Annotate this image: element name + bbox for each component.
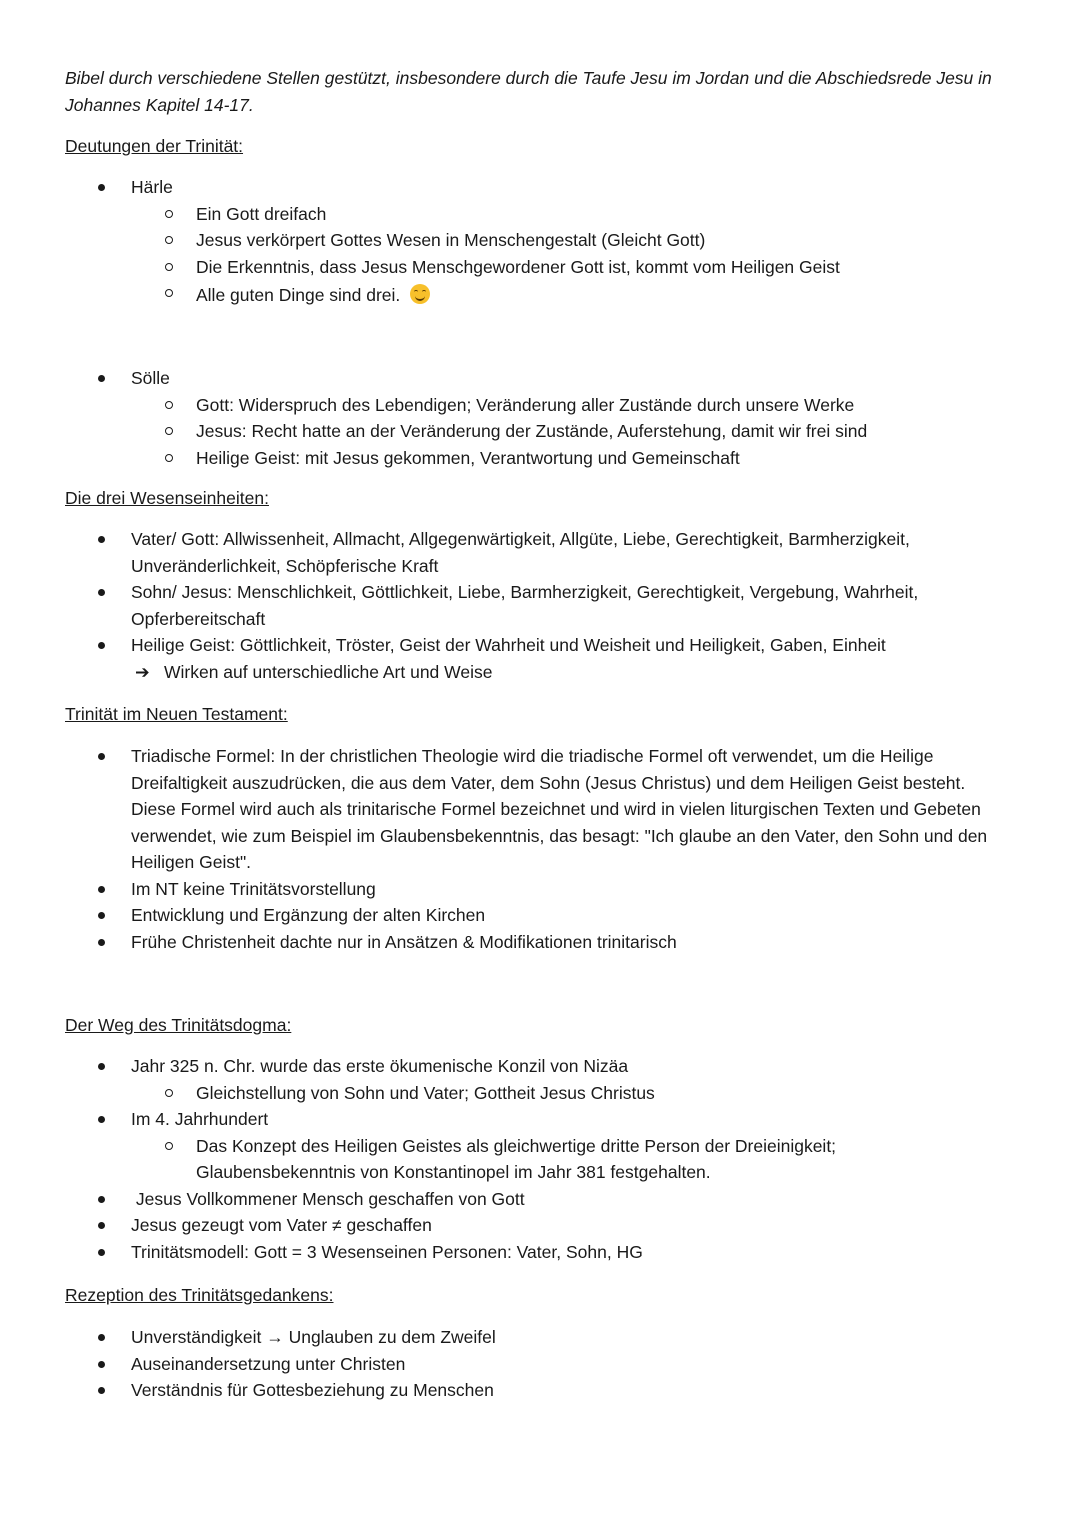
list-item-soelle [0, 365, 991, 471]
list-item: Das Konzept des Heiligen Geistes als gleichwertige dritte Person der Dreieinigkeit; Glaubensbekenntnis von Konstantinopel im Jahr 381 festgehalten. [131, 1133, 936, 1186]
list-item: Unverständigkeit → Unglauben zu dem Zweifel [0, 1324, 991, 1351]
list-item: Jesus Vollkommener Mensch geschaffen von Gott [0, 1186, 991, 1213]
sublist-dogma-2 [131, 1133, 991, 1186]
list-item: Gott: Widerspruch des Lebendigen; Veränderung aller Zustände durch unsere Werke [131, 392, 996, 419]
smiling-face-icon [410, 284, 430, 304]
list-nt [0, 743, 991, 955]
heading-dogma: Der Weg des Trinitätsdogma: [65, 1015, 292, 1035]
list-item-text: Im 4. Jahrhundert [131, 1109, 269, 1129]
list-item: Verständnis für Gottesbeziehung zu Menschen [0, 1377, 991, 1404]
sublist-dogma-1 [131, 1080, 991, 1107]
list-deutungen-soelle [0, 365, 991, 471]
list-item [131, 280, 996, 309]
arrow-note-text: Wirken auf unterschiedliche Art und Weise [164, 661, 493, 682]
list-item: Jesus gezeugt vom Vater ≠ geschaffen [0, 1212, 991, 1239]
list-item: Ein Gott dreifach [131, 201, 996, 228]
label-haerle: Härle [131, 177, 173, 197]
list-item: Auseinandersetzung unter Christen [0, 1351, 991, 1378]
list-item: Jesus verkörpert Gottes Wesen in Menschengestalt (Gleicht Gott) [131, 227, 996, 254]
list-item [0, 632, 991, 685]
list-rezeption [0, 1324, 991, 1404]
heading-wesenseinheiten: Die drei Wesenseinheiten: [65, 488, 269, 508]
heading-nt: Trinität im Neuen Testament: [65, 704, 288, 724]
list-item: Triadische Formel: In der christlichen Theologie wird die triadische Formel oft verwendet, um die Heilige Dreifaltigkeit auszudrücken, die aus dem Vater, dem Sohn (Jesus Christus) und dem Heiligen Geist besteht. Diese Formel wird auch als trinitarische Formel bezeichnet und wird in vielen liturgischen Texten und Gebeten verwendet, wie zum Beispiel im Glaubensbekenntnis, das besagt: "Ich glaube an den Vater, den Sohn und den Heiligen Geist". [0, 743, 991, 876]
list-item-text: Heilige Geist: Göttlichkeit, Tröster, Geist der Wahrheit und Weisheit und Heiligkeit, Gaben, Einheit [131, 635, 886, 655]
list-item: Jesus: Recht hatte an der Veränderung der Zustände, Auferstehung, damit wir frei sind [131, 418, 996, 445]
arrow-note [131, 659, 991, 686]
list-item: Die Erkenntnis, dass Jesus Menschgewordener Gott ist, kommt vom Heiligen Geist [131, 254, 996, 281]
label-soelle: Sölle [131, 368, 170, 388]
list-item [0, 1053, 991, 1106]
list-item: Im NT keine Trinitätsvorstellung [0, 876, 991, 903]
list-deutungen-haerle [0, 174, 991, 309]
list-item: Trinitätsmodell: Gott = 3 Wesenseinen Personen: Vater, Sohn, HG [0, 1239, 991, 1266]
list-wesenseinheiten [0, 526, 991, 685]
list-item-text: Jahr 325 n. Chr. wurde das erste ökumenische Konzil von Nizäa [131, 1056, 629, 1076]
list-item: Heilige Geist: mit Jesus gekommen, Verantwortung und Gemeinschaft [131, 445, 996, 472]
list-item [0, 1106, 991, 1186]
list-item: Sohn/ Jesus: Menschlichkeit, Göttlichkeit, Liebe, Barmherzigkeit, Gerechtigkeit, Vergebung, Wahrheit, Opferbereitschaft [0, 579, 991, 632]
list-item: Entwicklung und Ergänzung der alten Kirchen [0, 902, 991, 929]
list-item: Gleichstellung von Sohn und Vater; Gottheit Jesus Christus [131, 1080, 996, 1107]
list-dogma [0, 1053, 991, 1265]
list-item-haerle [0, 174, 991, 309]
heading-deutungen: Deutungen der Trinität: [65, 136, 244, 156]
heading-rezeption: Rezeption des Trinitätsgedankens: [65, 1285, 334, 1305]
list-item: Frühe Christenheit dachte nur in Ansätzen & Modifikationen trinitarisch [0, 929, 991, 956]
intro-paragraph: Bibel durch verschiedene Stellen gestützt, insbesondere durch die Taufe Jesu im Jordan und die Abschiedsrede Jesu in Johannes Kapitel 14-17. [65, 68, 992, 115]
list-item-text: Alle guten Dinge sind drei. [196, 285, 401, 305]
sublist-soelle [131, 392, 991, 472]
list-item: Vater/ Gott: Allwissenheit, Allmacht, Allgegenwärtigkeit, Allgüte, Liebe, Gerechtigkeit, Barmherzigkeit, Unveränderlichkeit, Schöpferische Kraft [0, 526, 991, 579]
sublist-haerle [131, 201, 991, 309]
arrow-right-icon: ➔ [135, 661, 150, 682]
